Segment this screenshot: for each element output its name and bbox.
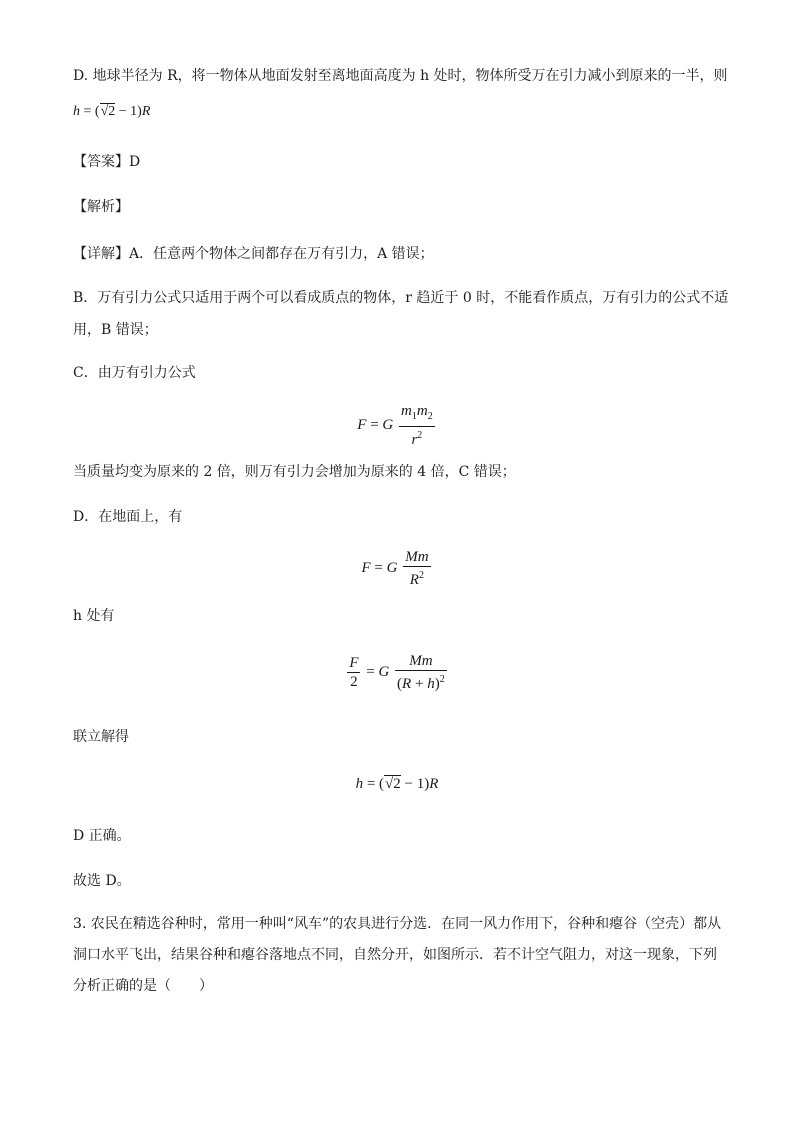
question3-line2: 洞口水平飞出，结果谷种和瘪谷落地点不同，自然分开，如图所示．若不计空气阻力，对这一现象，下列 [73, 947, 717, 963]
choose-line: 故选 D。 [73, 873, 131, 889]
answer-label: 【答案】 [73, 154, 129, 170]
answer-value: D [129, 154, 141, 170]
analysis-label: 【解析】 [73, 199, 129, 215]
formula-height: $\frac{F}{2}$ = G $\frac{Mm}{(R + h)^2}$ [349, 653, 445, 692]
answer-line [73, 152, 140, 172]
detail-d-line3: 联立解得 [73, 729, 129, 745]
detail-d-line2: h 处有 [73, 608, 115, 624]
detail-b-line1: B．万有引力公式只适用于两个可以看成质点的物体，r 趋近于 0 时，不能看作质点，万有引力的公式不适 [73, 290, 729, 306]
detail-d-line1: D．在地面上，有 [73, 509, 183, 525]
formula-gravitation: F = G $\frac{m_1m_2}{r^2}$ [357, 403, 433, 448]
option-d-line1: D. 地球半径为 R，将一物体从地面发射至离地面高度为 h 处时，物体所受万在引力减小到原来的一半，则 [73, 68, 728, 84]
detail-a: 【详解】A．任意两个物体之间都存在万有引力，A 错误； [73, 246, 434, 262]
option-d-formula: h = (√2 − 1)R [73, 104, 151, 119]
detail-c-line2: 当质量均变为原来的 2 倍，则万有引力会增加为原来的 4 倍，C 错误； [73, 464, 516, 480]
detail-d-line4: D 正确。 [73, 828, 131, 844]
question3-line3: 分析正确的是（ ） [73, 978, 213, 994]
detail-c-line1: C．由万有引力公式 [73, 365, 196, 381]
formula-ground: F = G $\frac{Mm}{R^2}$ [361, 549, 429, 588]
detail-b-line2: 用，B 错误； [73, 322, 158, 338]
question3-line1: 3. 农民在精选谷种时，常用一种叫“风车”的农具进行分选．在同一风力作用下，谷种和瘪谷（空壳）都从 [73, 916, 722, 932]
formula-result: h = (√2 − 1)R [355, 776, 439, 792]
